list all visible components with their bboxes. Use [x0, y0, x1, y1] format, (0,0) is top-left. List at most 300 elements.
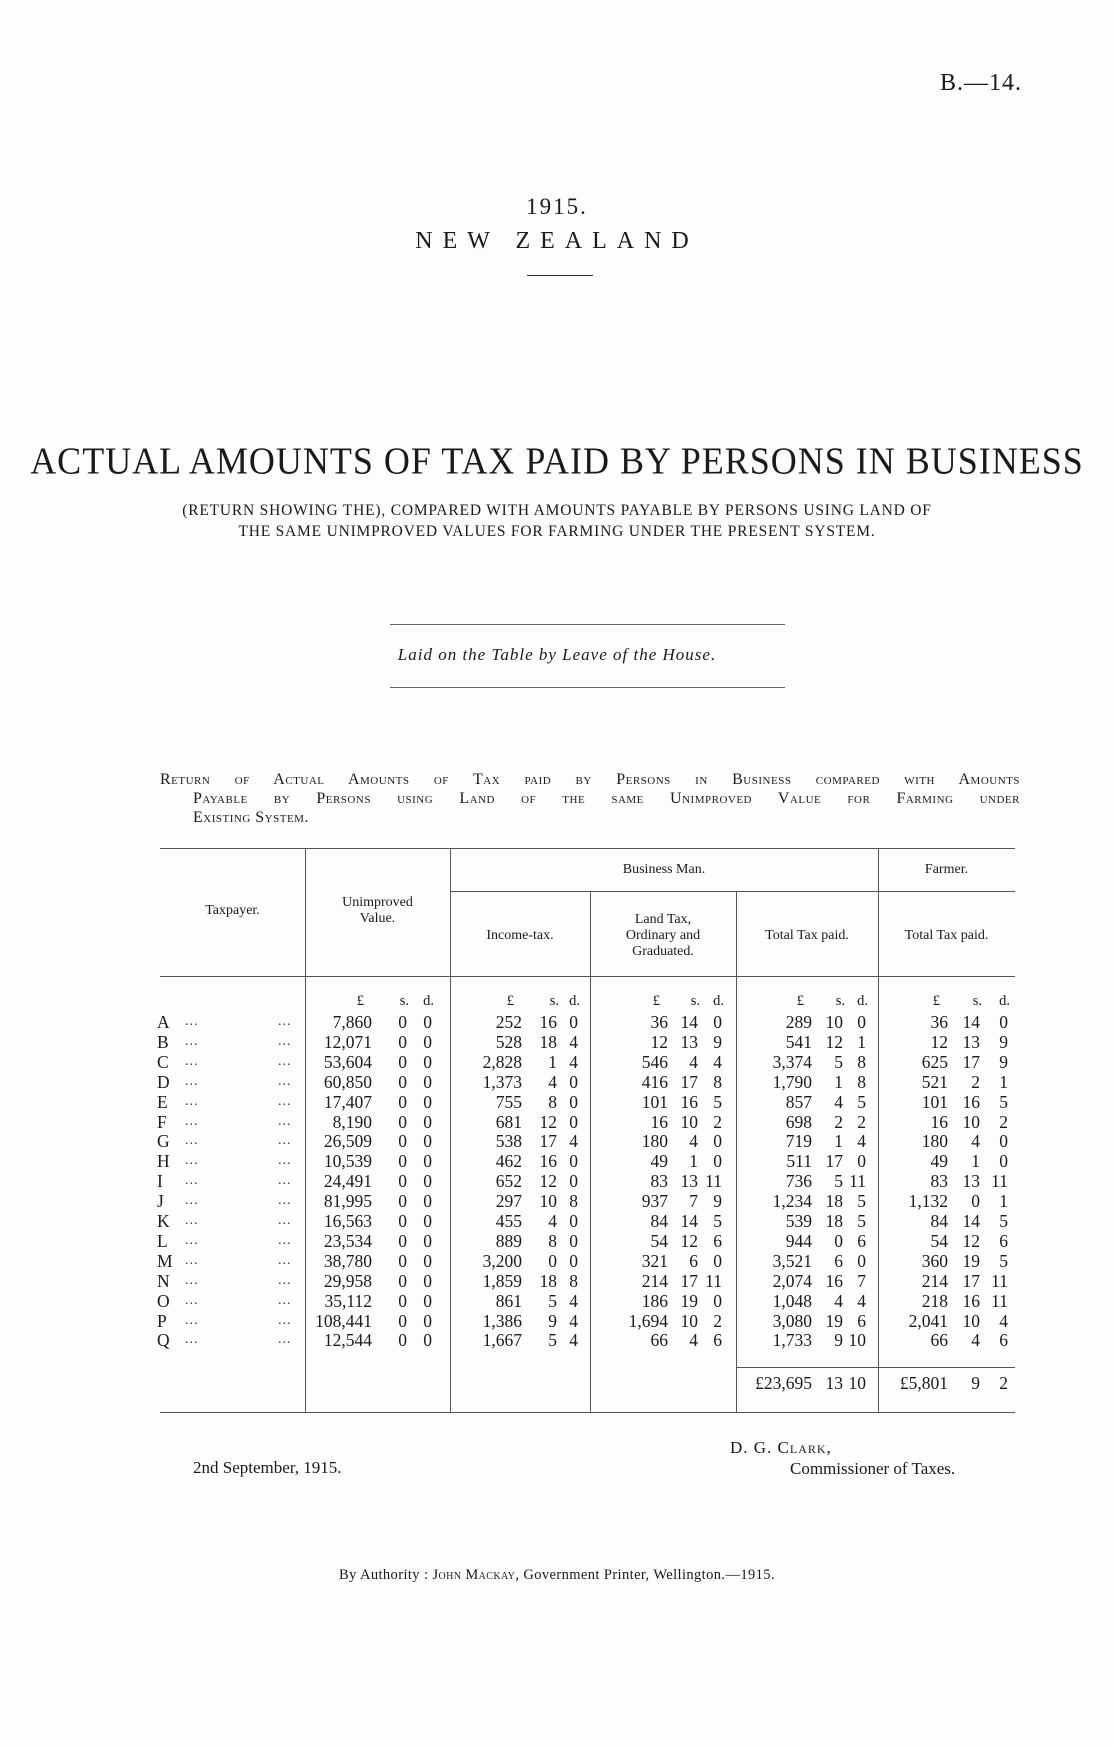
- tot-pounds: 857: [785, 1092, 812, 1112]
- tot-shillings: 4: [834, 1291, 843, 1311]
- tot-shillings: 1: [834, 1131, 843, 1151]
- caption-line: Existing System.: [193, 809, 309, 826]
- land-shillings: 4: [689, 1131, 698, 1151]
- inc-pounds: 1,386: [482, 1311, 522, 1331]
- tot-shillings: 12: [825, 1032, 843, 1052]
- farm-pounds: 214: [921, 1271, 948, 1291]
- tot-pounds: 1,234: [772, 1191, 812, 1211]
- inc-pence: 4: [569, 1330, 578, 1350]
- total-business-pounds: £23,695: [755, 1373, 812, 1393]
- farm-pounds: 83: [930, 1171, 948, 1191]
- uv-pence: 0: [423, 1032, 432, 1052]
- land-pounds: 214: [641, 1271, 668, 1291]
- uv-pence: 0: [423, 1291, 432, 1311]
- uv-pounds: 12,071: [323, 1032, 372, 1052]
- tot-pence: 8: [857, 1072, 866, 1092]
- unit-shilling: s.: [690, 993, 700, 1009]
- inc-pence: 0: [569, 1112, 578, 1132]
- inc-pence: 8: [569, 1271, 578, 1291]
- uv-pounds: 10,539: [323, 1151, 372, 1171]
- inc-pence: 0: [569, 1151, 578, 1171]
- printer-name: John Mackay: [432, 1567, 516, 1583]
- table-top-rule: [160, 848, 1015, 849]
- land-pence: 0: [713, 1131, 722, 1151]
- tot-shillings: 2: [834, 1112, 843, 1132]
- inc-pence: 4: [569, 1032, 578, 1052]
- inc-shillings: 16: [539, 1012, 557, 1032]
- tot-shillings: 5: [834, 1052, 843, 1072]
- land-pounds: 321: [641, 1251, 668, 1271]
- taxpayer-label: K: [157, 1211, 170, 1231]
- tot-shillings: 4: [834, 1092, 843, 1112]
- page-reference: B.—14.: [939, 70, 1022, 96]
- taxpayer-label: P: [157, 1311, 167, 1331]
- inc-pounds: 3,200: [482, 1251, 522, 1271]
- document-date: 2nd September, 1915.: [193, 1458, 342, 1477]
- farm-pence: 6: [999, 1330, 1008, 1350]
- farm-pounds: 36: [930, 1012, 948, 1032]
- uv-shillings: 0: [398, 1211, 407, 1231]
- farm-pounds: 521: [921, 1072, 948, 1092]
- inc-pounds: 1,667: [482, 1330, 522, 1350]
- land-pounds: 937: [641, 1191, 668, 1211]
- farm-pounds: 49: [930, 1151, 948, 1171]
- uv-pounds: 29,958: [323, 1271, 372, 1291]
- total-business-shillings: 13: [825, 1373, 843, 1393]
- farm-shillings: 19: [962, 1251, 980, 1271]
- uv-pounds: 23,534: [323, 1231, 372, 1251]
- land-shillings: 17: [680, 1271, 698, 1291]
- unit-pound: £: [652, 993, 660, 1009]
- uv-shillings: 0: [398, 1112, 407, 1132]
- signatory-title: Commissioner of Taxes.: [790, 1459, 956, 1478]
- inc-shillings: 0: [548, 1251, 557, 1271]
- tot-pounds: 289: [785, 1012, 812, 1032]
- uv-pounds: 35,112: [324, 1291, 372, 1311]
- leader-dots: ...: [185, 1114, 199, 1129]
- land-shillings: 16: [680, 1092, 698, 1112]
- land-pence: 6: [713, 1330, 722, 1350]
- tot-pence: 8: [857, 1052, 866, 1072]
- unit-pound: £: [356, 993, 364, 1009]
- tot-pounds: 1,048: [772, 1291, 812, 1311]
- land-shillings: 13: [680, 1032, 698, 1052]
- uv-shillings: 0: [398, 1191, 407, 1211]
- farm-shillings: 17: [962, 1271, 980, 1291]
- tot-shillings: 0: [834, 1231, 843, 1251]
- farm-shillings: 14: [962, 1012, 980, 1032]
- land-shillings: 6: [689, 1251, 698, 1271]
- unit-pence: d.: [857, 993, 868, 1009]
- uv-pounds: 17,407: [323, 1092, 372, 1112]
- taxpayer-label: Q: [157, 1330, 170, 1350]
- leader-dots: ...: [185, 1133, 199, 1148]
- farm-shillings: 0: [971, 1191, 980, 1211]
- laid-on-table-note: Laid on the Table by Leave of the House.: [397, 645, 717, 664]
- unit-pence: d.: [569, 993, 580, 1009]
- taxpayer-label: I: [157, 1171, 163, 1191]
- leader-dots: ...: [185, 1233, 199, 1248]
- uv-shillings: 0: [398, 1291, 407, 1311]
- inc-pounds: 528: [495, 1032, 522, 1052]
- land-shillings: 13: [680, 1171, 698, 1191]
- farm-pence: 11: [991, 1171, 1008, 1191]
- tot-pounds: 1,790: [772, 1072, 812, 1092]
- farm-pence: 4: [999, 1311, 1008, 1331]
- uv-shillings: 0: [398, 1311, 407, 1331]
- uv-pounds: 60,850: [323, 1072, 372, 1092]
- tot-shillings: 17: [825, 1151, 843, 1171]
- uv-pounds: 12,544: [323, 1330, 372, 1350]
- taxpayer-label: A: [157, 1012, 170, 1032]
- leader-dots: ...: [278, 1114, 292, 1129]
- tot-pounds: 736: [785, 1171, 812, 1191]
- uv-pence: 0: [423, 1171, 432, 1191]
- land-pounds: 54: [650, 1231, 668, 1251]
- tot-shillings: 9: [834, 1330, 843, 1350]
- tot-pence: 11: [849, 1171, 866, 1191]
- land-pounds: 84: [650, 1211, 668, 1231]
- inc-pounds: 2,828: [482, 1052, 522, 1072]
- header-income-tax: Income-tax.: [486, 928, 554, 943]
- land-pence: 11: [705, 1171, 722, 1191]
- inc-pence: 0: [569, 1171, 578, 1191]
- uv-pence: 0: [423, 1251, 432, 1271]
- farm-pence: 1: [999, 1191, 1008, 1211]
- tot-pence: 0: [857, 1012, 866, 1032]
- header-text: Ordinary and: [625, 928, 701, 943]
- unit-pence: d.: [999, 993, 1010, 1009]
- uv-pence: 0: [423, 1012, 432, 1032]
- tot-shillings: 6: [834, 1251, 843, 1271]
- land-shillings: 4: [689, 1052, 698, 1072]
- inc-pounds: 455: [495, 1211, 522, 1231]
- farm-pence: 5: [999, 1211, 1008, 1231]
- farm-pounds: 180: [921, 1131, 948, 1151]
- land-shillings: 14: [680, 1012, 698, 1032]
- taxpayer-label: D: [157, 1072, 170, 1092]
- land-pounds: 36: [650, 1012, 668, 1032]
- inc-shillings: 9: [548, 1311, 557, 1331]
- uv-pence: 0: [423, 1231, 432, 1251]
- inc-shillings: 4: [548, 1211, 557, 1231]
- uv-pence: 0: [423, 1211, 432, 1231]
- tot-pounds: 3,374: [772, 1052, 812, 1072]
- land-pence: 2: [713, 1311, 722, 1331]
- leader-dots: ...: [278, 1332, 292, 1347]
- land-pounds: 546: [641, 1052, 668, 1072]
- land-shillings: 14: [680, 1211, 698, 1231]
- header-land-tax: [590, 912, 736, 960]
- inc-shillings: 16: [539, 1151, 557, 1171]
- farm-pence: 9: [999, 1052, 1008, 1072]
- tot-pounds: 1,733: [772, 1330, 812, 1350]
- uv-pence: 0: [423, 1092, 432, 1112]
- land-pounds: 186: [641, 1291, 668, 1311]
- uv-shillings: 0: [398, 1171, 407, 1191]
- tot-pence: 5: [857, 1092, 866, 1112]
- uv-pounds: 24,491: [323, 1171, 372, 1191]
- uv-shillings: 0: [398, 1092, 407, 1112]
- inc-pounds: 681: [495, 1112, 522, 1132]
- land-shillings: 10: [680, 1112, 698, 1132]
- tot-pounds: 3,521: [772, 1251, 812, 1271]
- farm-shillings: 16: [962, 1092, 980, 1112]
- tot-pence: 0: [857, 1151, 866, 1171]
- land-pence: 0: [713, 1291, 722, 1311]
- inc-pence: 4: [569, 1052, 578, 1072]
- land-pounds: 1,694: [628, 1311, 668, 1331]
- tot-pounds: 2,074: [772, 1271, 812, 1291]
- taxpayer-label: O: [157, 1291, 170, 1311]
- taxpayer-label: M: [157, 1251, 173, 1271]
- tot-pence: 5: [857, 1191, 866, 1211]
- farm-pounds: 84: [930, 1211, 948, 1231]
- uv-shillings: 0: [398, 1012, 407, 1032]
- uv-pounds: 16,563: [323, 1211, 372, 1231]
- header-total-farmer: Total Tax paid.: [904, 928, 989, 943]
- leader-dots: ...: [185, 1074, 199, 1089]
- table-bottom-rule: [160, 1412, 1015, 1413]
- inc-shillings: 4: [548, 1072, 557, 1092]
- inc-pence: 0: [569, 1251, 578, 1271]
- inc-pounds: 462: [495, 1151, 522, 1171]
- leader-dots: ...: [185, 1034, 199, 1049]
- farm-shillings: 4: [971, 1131, 980, 1151]
- uv-pence: 0: [423, 1131, 432, 1151]
- inc-shillings: 12: [539, 1171, 557, 1191]
- leader-dots: ...: [185, 1054, 199, 1069]
- uv-shillings: 0: [398, 1151, 407, 1171]
- tot-pence: 6: [857, 1311, 866, 1331]
- farm-shillings: 12: [962, 1231, 980, 1251]
- header-total-business: Total Tax paid.: [765, 928, 849, 943]
- inc-pence: 8: [569, 1191, 578, 1211]
- header-text: Value.: [359, 911, 396, 926]
- leader-dots: ...: [185, 1014, 199, 1029]
- caption-line: Payable by Persons using Land of the same Unimproved Value for Farming under: [193, 790, 1020, 807]
- taxpayer-label: G: [157, 1131, 170, 1151]
- totals-rule: [736, 1367, 1015, 1368]
- inc-shillings: 8: [548, 1092, 557, 1112]
- unit-shilling: s.: [835, 993, 845, 1009]
- total-farmer-pence: 2: [999, 1373, 1008, 1393]
- uv-pence: 0: [423, 1052, 432, 1072]
- land-pence: 9: [713, 1191, 722, 1211]
- unit-shilling: s.: [399, 993, 409, 1009]
- farm-pounds: 1,132: [908, 1191, 948, 1211]
- uv-shillings: 0: [398, 1271, 407, 1291]
- land-pence: 8: [713, 1072, 722, 1092]
- land-shillings: 4: [689, 1330, 698, 1350]
- taxpayer-label: J: [157, 1191, 164, 1211]
- uv-shillings: 0: [398, 1131, 407, 1151]
- printer-suffix: , Government Printer, Wellington.—1915.: [515, 1567, 775, 1583]
- document-title: ACTUAL AMOUNTS OF TAX PAID BY PERSONS IN BUSINESS: [30, 440, 1084, 482]
- leader-dots: ...: [185, 1213, 199, 1228]
- uv-pounds: 7,860: [332, 1012, 372, 1032]
- total-business-pence: 10: [848, 1373, 866, 1393]
- inc-shillings: 5: [548, 1330, 557, 1350]
- inc-pounds: 755: [495, 1092, 522, 1112]
- tot-shillings: 18: [825, 1191, 843, 1211]
- leader-dots: ...: [278, 1094, 292, 1109]
- farm-pounds: 218: [921, 1291, 948, 1311]
- farm-pence: 2: [999, 1112, 1008, 1132]
- land-pence: 5: [713, 1092, 722, 1112]
- inc-shillings: 10: [539, 1191, 557, 1211]
- leader-dots: ...: [185, 1332, 199, 1347]
- unit-pound: £: [796, 993, 804, 1009]
- taxpayer-label: H: [157, 1151, 170, 1171]
- tot-shillings: 18: [825, 1211, 843, 1231]
- farm-pounds: 2,041: [908, 1311, 948, 1331]
- land-pence: 0: [713, 1012, 722, 1032]
- inc-pounds: 889: [495, 1231, 522, 1251]
- farm-pence: 0: [999, 1151, 1008, 1171]
- tot-pence: 6: [857, 1231, 866, 1251]
- inc-shillings: 17: [539, 1131, 557, 1151]
- header-bottom-rule: [160, 976, 1015, 977]
- uv-shillings: 0: [398, 1052, 407, 1072]
- farmer-header-rule: [878, 891, 1015, 892]
- tot-pence: 7: [857, 1271, 866, 1291]
- unit-pound: £: [932, 993, 940, 1009]
- year: 1915.: [526, 194, 588, 219]
- land-pence: 11: [705, 1271, 722, 1291]
- tot-pounds: 719: [785, 1131, 812, 1151]
- land-pence: 6: [713, 1231, 722, 1251]
- leader-dots: ...: [278, 1193, 292, 1208]
- header-taxpayer: Taxpayer.: [205, 903, 260, 918]
- leader-dots: ...: [278, 1054, 292, 1069]
- inc-shillings: 12: [539, 1112, 557, 1132]
- tot-shillings: 16: [825, 1271, 843, 1291]
- farm-pounds: 12: [930, 1032, 948, 1052]
- uv-pence: 0: [423, 1072, 432, 1092]
- land-shillings: 7: [689, 1191, 698, 1211]
- leader-dots: ...: [278, 1233, 292, 1248]
- farm-shillings: 2: [971, 1072, 980, 1092]
- tot-pence: 10: [848, 1330, 866, 1350]
- total-farmer-pounds: £5,801: [899, 1373, 948, 1393]
- leader-dots: ...: [278, 1313, 292, 1328]
- uv-pounds: 38,780: [323, 1251, 372, 1271]
- land-pounds: 16: [650, 1112, 668, 1132]
- tot-pence: 4: [857, 1291, 866, 1311]
- leader-dots: ...: [185, 1173, 199, 1188]
- farm-shillings: 4: [971, 1330, 980, 1350]
- header-text: Land Tax,: [634, 912, 692, 927]
- total-farmer-shillings: 9: [971, 1373, 980, 1393]
- inc-shillings: 18: [539, 1271, 557, 1291]
- farm-pence: 5: [999, 1251, 1008, 1271]
- land-pence: 0: [713, 1251, 722, 1271]
- inc-shillings: 5: [548, 1291, 557, 1311]
- uv-shillings: 0: [398, 1032, 407, 1052]
- farm-pence: 0: [999, 1131, 1008, 1151]
- leader-dots: ...: [278, 1014, 292, 1029]
- leader-dots: ...: [185, 1253, 199, 1268]
- farm-shillings: 14: [962, 1211, 980, 1231]
- farm-pence: 9: [999, 1032, 1008, 1052]
- inc-pounds: 861: [495, 1291, 522, 1311]
- leader-dots: ...: [278, 1173, 292, 1188]
- land-shillings: 1: [689, 1151, 698, 1171]
- land-pounds: 180: [641, 1131, 668, 1151]
- unit-pound: £: [506, 993, 514, 1009]
- inc-shillings: 18: [539, 1032, 557, 1052]
- land-pounds: 49: [650, 1151, 668, 1171]
- unit-shilling: s.: [549, 993, 559, 1009]
- header-text: Unimproved: [342, 895, 413, 910]
- leader-dots: ...: [185, 1313, 199, 1328]
- subtitle-line: (RETURN SHOWING THE), COMPARED WITH AMOUNTS PAYABLE BY PERSONS USING LAND OF: [182, 502, 932, 519]
- land-shillings: 19: [680, 1291, 698, 1311]
- farm-shillings: 13: [962, 1171, 980, 1191]
- uv-pounds: 81,995: [323, 1191, 372, 1211]
- farm-pounds: 54: [930, 1231, 948, 1251]
- land-shillings: 12: [680, 1231, 698, 1251]
- land-pence: 4: [713, 1052, 722, 1072]
- tot-pounds: 541: [785, 1032, 812, 1052]
- leader-dots: ...: [278, 1293, 292, 1308]
- inc-pounds: 652: [495, 1171, 522, 1191]
- leader-dots: ...: [278, 1074, 292, 1089]
- farm-pounds: 66: [930, 1330, 948, 1350]
- leader-dots: ...: [278, 1253, 292, 1268]
- tot-pence: 2: [857, 1112, 866, 1132]
- inc-pounds: 297: [495, 1191, 522, 1211]
- uv-shillings: 0: [398, 1251, 407, 1271]
- header-farmer: Farmer.: [924, 862, 969, 877]
- farm-pence: 0: [999, 1012, 1008, 1032]
- leader-dots: ...: [278, 1213, 292, 1228]
- unit-pence: d.: [423, 993, 434, 1009]
- inc-pence: 0: [569, 1012, 578, 1032]
- leader-dots: ...: [278, 1153, 292, 1168]
- uv-pence: 0: [423, 1112, 432, 1132]
- inc-pounds: 538: [495, 1131, 522, 1151]
- tot-shillings: 10: [825, 1012, 843, 1032]
- signatory-name: D. G. Clark,: [730, 1438, 832, 1457]
- farm-pence: 5: [999, 1092, 1008, 1112]
- uv-pounds: 53,604: [323, 1052, 372, 1072]
- land-pounds: 83: [650, 1171, 668, 1191]
- inc-pounds: 1,859: [482, 1271, 522, 1291]
- uv-shillings: 0: [398, 1072, 407, 1092]
- leader-dots: ...: [185, 1273, 199, 1288]
- leader-dots: ...: [185, 1293, 199, 1308]
- land-pounds: 66: [650, 1330, 668, 1350]
- tot-pounds: 539: [785, 1211, 812, 1231]
- inc-pence: 4: [569, 1291, 578, 1311]
- inc-pence: 0: [569, 1072, 578, 1092]
- farm-pence: 11: [991, 1271, 1008, 1291]
- unit-shilling: s.: [972, 993, 982, 1009]
- leader-dots: ...: [185, 1153, 199, 1168]
- leader-dots: ...: [278, 1133, 292, 1148]
- tot-shillings: 19: [825, 1311, 843, 1331]
- uv-pence: 0: [423, 1151, 432, 1171]
- farm-shillings: 1: [971, 1151, 980, 1171]
- leader-dots: ...: [278, 1273, 292, 1288]
- farm-pounds: 625: [921, 1052, 948, 1072]
- farm-pounds: 360: [921, 1251, 948, 1271]
- header-business-man: Business Man.: [622, 862, 706, 877]
- inc-shillings: 1: [548, 1052, 557, 1072]
- header-unimproved-value: [305, 895, 450, 927]
